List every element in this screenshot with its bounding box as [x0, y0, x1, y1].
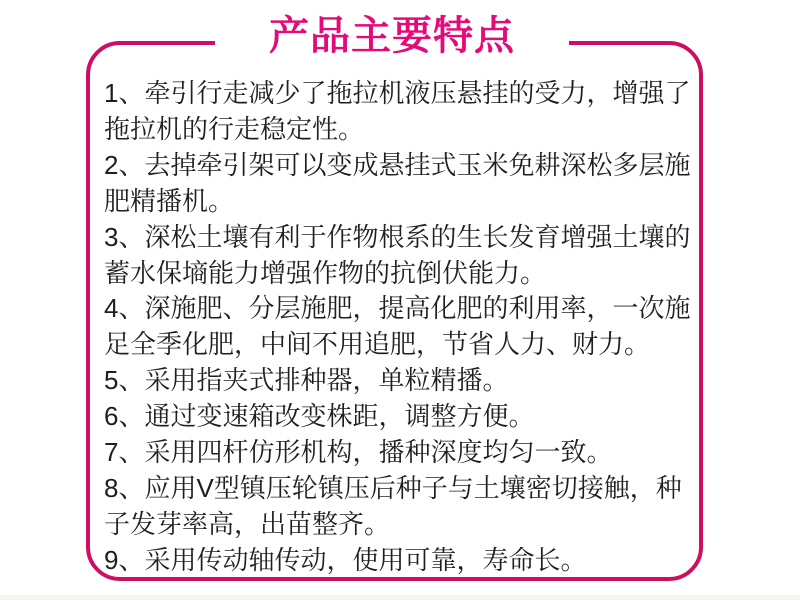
feature-line: 蓄水保墒能力增强作物的抗倒伏能力。 — [104, 257, 547, 288]
feature-line: 8、应用V型镇压轮镇压后种子与土壤密切接触，种 — [104, 472, 682, 503]
feature-line: 6、通过变速箱改变株距，调整方便。 — [104, 401, 535, 432]
feature-line: 4、深施肥、分层施肥，提高化肥的利用率，一次施 — [104, 293, 691, 324]
page-bottom-strip — [0, 595, 800, 600]
page-title-wrap — [215, 5, 569, 59]
feature-list — [104, 76, 708, 579]
feature-line: 3、深松土壤有利于作物根系的生长发育增强土壤的 — [104, 221, 691, 252]
feature-line: 肥精播机。 — [104, 185, 235, 216]
feature-line: 1、牵引行走减少了拖拉机液压悬挂的受力，增强了 — [104, 78, 691, 108]
feature-line: 2、去掉牵引架可以变成悬挂式玉米免耕深松多层施 — [104, 149, 691, 180]
feature-line: 子发芽率高，出苗整齐。 — [104, 508, 391, 539]
feature-line: 9、采用传动轴传动，使用可靠，寿命长。 — [104, 544, 587, 575]
feature-line: 7、采用四杆仿形机构，播种深度均匀一致。 — [104, 437, 613, 468]
feature-line: 5、采用指夹式排种器，单粒精播。 — [104, 365, 509, 396]
feature-line: 足全季化肥，中间不用追肥，节省人力、财力。 — [104, 329, 651, 360]
page-title: 产品主要特点 — [269, 12, 515, 58]
feature-line: 拖拉机的行走稳定性。 — [104, 113, 365, 144]
